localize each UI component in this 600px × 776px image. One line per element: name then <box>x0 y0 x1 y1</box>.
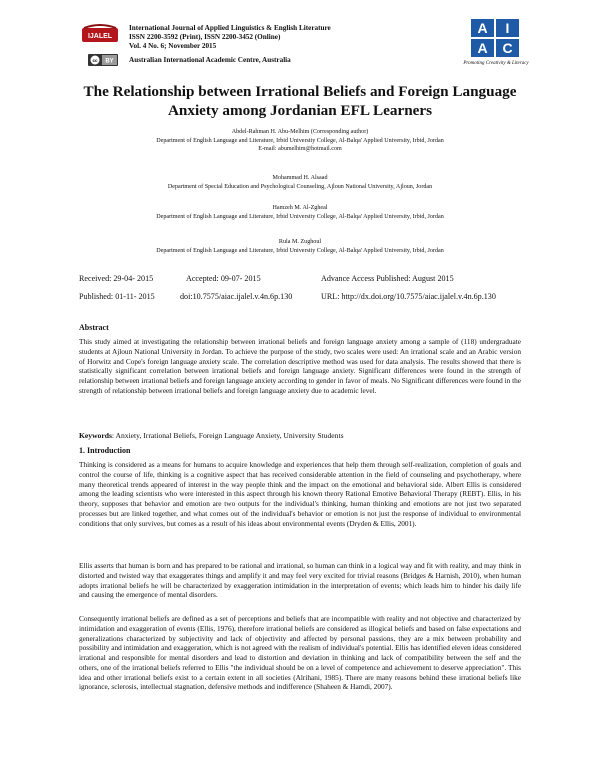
author-block <box>70 204 530 221</box>
abstract-text: This study aimed at investigating the relationship between irrational beliefs and foreign language anxiety among a sample of (118) undergraduate students at Ajloun National University in Jordan. To achieve the purpose of the study, two scales were used: An irrational scale and an Arabic version of Horwitz and Cope's foreign language anxiety scale. The correlation descriptive method was used for data analysis. The results showed that there is statistically significant correlation between irrational beliefs and foreign language anxiety. Significant differences were found in the strength of relationship between irrational beliefs and foreign language anxiety according to gender in favor of meals. No Significant differences were found in the strength of relationship between irrational beliefs and foreign language anxiety due to academic level. <box>79 337 521 395</box>
journal-volume: Vol. 4 No. 6; November 2015 <box>129 41 217 50</box>
journal-logo <box>80 22 120 46</box>
aiac-logo <box>470 18 520 58</box>
aiac-letter: A <box>477 20 488 36</box>
keywords <box>79 431 521 440</box>
author-name: Hamzeh M. Al-Zgheal <box>272 205 328 211</box>
author-block <box>70 238 530 255</box>
aiac-letter: C <box>502 40 513 56</box>
author-affiliation: Department of Special Education and Psychological Counseling, Ajloun National University, Ajloun, Jordan <box>167 183 433 190</box>
author-name: Abdel-Rahman H. Abu-Melhim (Corresponding author) <box>231 129 369 135</box>
author-affiliation: Department of English Language and Literature, Irbid University College, Al-Balqa' Applied University, Irbid, Jordan <box>156 137 444 144</box>
author-affiliation: Department of English Language and Literature, Irbid University College, Al-Balqa' Applied University, Irbid, Jordan <box>156 213 444 220</box>
author-email[interactable]: E-mail: abumelhim@hotmail.com <box>258 146 342 152</box>
keywords-text: : Anxiety, Irrational Beliefs, Foreign Language Anxiety, University Students <box>111 431 344 440</box>
accepted-date: Accepted: 09-07- 2015 <box>186 274 261 283</box>
aiac-letter: I <box>505 20 510 36</box>
journal-issn: ISSN 2200-3592 (Print), ISSN 2200-3452 (Online) <box>129 32 281 41</box>
svg-text:cc: cc <box>92 58 98 63</box>
received-date: Received: 29-04- 2015 <box>79 274 154 283</box>
author-name: Mohammad H. Alsaad <box>272 175 328 181</box>
paragraph: Consequently irrational beliefs are defined as a set of perceptions and beliefs that are incompatible with reality and not objective and characterized by intimidation and exaggeration of events (Ellis, 1976), therefore irrational beliefs are considered as illogical beliefs and based on false expectations and generalizations characterized by subjectivity and lack of objectivity and affected by personal passions, they are a mix between probability and possibility and intimidation and exaggeration, which is not agreed with the realism of individual's potential. Ellis has identified eleven ideas considered irrational and responsible for mental disorders and lead to distortion and deviation in thinking and lack of compatibility between the self and the others, one of the irrational beliefs referred to Ellis "the individual should be on a level of competence and achievement to deserve appreciation". This idea and other irrational beliefs exist to a certain extent in all societies (Alrihani, 1985). There are many reasons behind these irrational beliefs like ignorance, sclerosis, intellectual stagnation, defensive methods and indifference (Shaheen & Hamdi, 2007). <box>79 614 521 692</box>
journal-logo-text: IJALEL <box>87 33 113 40</box>
journal-info <box>129 24 459 50</box>
paragraph: Ellis asserts that human is born and has prepared to be rational and irrational, so human can think in a logical way and fit with reality, and may think in distorted and twisted way that exaggerates things and amplify it and may feel very excited for trivial reasons (Bridges & Harnish, 2010), when human adopts irrational beliefs he will be characterized by exaggeration intimidation in the interpretation of events; which leads him to hinder his daily life and causing the emergence of mental disorders. <box>79 561 521 600</box>
url[interactable]: URL: http://dx.doi.org/10.7575/aiac.ijalel.v.4n.6p.130 <box>321 292 496 301</box>
advance-access-date: Advance Access Published: August 2015 <box>321 274 454 283</box>
author-affiliation: Department of English Language and Literature, Irbid University College, Al-Balqa' Applied University, Irbid, Jordan <box>156 247 444 254</box>
published-date: Published: 01-11- 2015 <box>79 292 155 301</box>
journal-name: International Journal of Applied Linguistics & English Literature <box>129 24 331 32</box>
section-heading: 1. Introduction <box>79 446 131 455</box>
doi[interactable]: doi:10.7575/aiac.ijalel.v.4n.6p.130 <box>180 292 293 301</box>
author-block <box>70 174 530 191</box>
svg-text:BY: BY <box>105 58 114 65</box>
author-name: Rula M. Zughoul <box>278 239 322 245</box>
abstract-heading: Abstract <box>79 323 109 332</box>
paragraph: Thinking is considered as a means for humans to acquire knowledge and experiences that help them through self-realization, completion of goals and control the course of life, thinking is a cognitive aspect that has received considerable attention in the field of counseling and psychotherapy, where many theoretical trends appeared of interest in the way people think and the impact on the emotional and behavioral side. Albert Ellis is considered among the leading scientists who were interested in this aspect through his known theory Rational Emotive Behavioral Therapy (REBT). Ellis, in his theory, supposes that behavior and emotion are two outputs for the individual's thinking, human thinking and emotions are not just two separated processes but are linked together, and what comes out of the individual's behavior or emotion is not just the response of individual to environmental conditions that only survives, but comes as a result of his ideas about environmental events (Dryden & Ellis, 2001). <box>79 460 521 528</box>
author-block <box>70 128 530 154</box>
aiac-letter: A <box>477 40 488 56</box>
paper-title: The Relationship between Irrational Beliefs and Foreign Language Anxiety among Jordanian EFL Learners <box>83 83 517 119</box>
cc-license-badge[interactable] <box>88 54 118 66</box>
aiac-tagline: Promoting Creativity & Literacy <box>463 61 529 66</box>
publisher-line: Australian International Academic Centre, Australia <box>129 56 291 64</box>
keywords-label: Keywords <box>79 431 112 440</box>
